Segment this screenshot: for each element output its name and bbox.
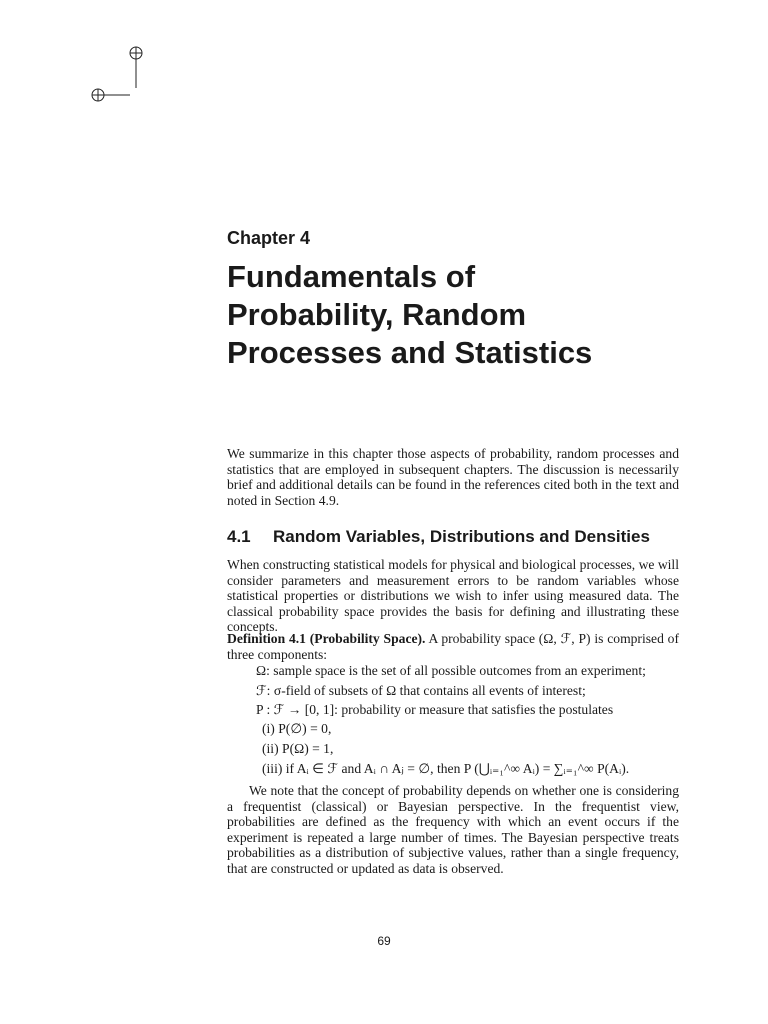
section-heading bbox=[227, 527, 650, 547]
section-number: 4.1 bbox=[227, 527, 251, 546]
crop-marks bbox=[85, 40, 235, 150]
discussion-paragraph: We note that the concept of probability depends on whether one is considering a frequentist (classical) or Bayesian perspective. In the frequentist view, probabilities are defined as the frequency with which an event occurs if the experiment is repeated a large number of times. The Bayesian perspective treats probabilities as a distribution of subjective values, rather than a single frequency, that are constructed or updated as data is observed. bbox=[227, 783, 679, 876]
chapter-title-line: Processes and Statistics bbox=[227, 335, 593, 370]
section-paragraph: When constructing statistical models for physical and biological processes, we will consider parameters and measurement errors to be random variables whose statistical properties or distributions we wish to infer using measured data. The classical probability space provides the basis for defining and illustrating these concepts. bbox=[227, 557, 679, 635]
definition-block bbox=[227, 631, 679, 662]
section-title: Random Variables, Distributions and Densities bbox=[273, 527, 650, 546]
definition-lead: A probability space (Ω, ℱ, P) is comprised of three components: bbox=[227, 631, 679, 662]
chapter-title-line: Probability, Random bbox=[227, 297, 527, 332]
chapter-title bbox=[227, 258, 647, 372]
postulate-ii: (ii) P(Ω) = 1, bbox=[262, 741, 334, 756]
definition-component-measure: P : ℱ → [0, 1]: probability or measure that satisfies the postulates bbox=[256, 702, 614, 717]
definition-component-omega: Ω: sample space is the set of all possible outcomes from an experiment; bbox=[256, 663, 646, 678]
chapter-label: Chapter 4 bbox=[227, 228, 311, 248]
page-number: 69 bbox=[377, 934, 391, 948]
definition-heading: Definition 4.1 (Probability Space). bbox=[227, 631, 426, 646]
postulate-iii: (iii) if Aᵢ ∈ ℱ and Aᵢ ∩ Aⱼ = ∅, then P (⋃ᵢ₌₁^∞ Aᵢ) = ∑ᵢ₌₁^∞ P(Aᵢ). bbox=[262, 761, 630, 776]
chapter-title-line: Fundamentals of bbox=[227, 259, 476, 294]
postulate-i: (i) P(∅) = 0, bbox=[262, 721, 332, 736]
chapter-intro-paragraph: We summarize in this chapter those aspects of probability, random processes and statistics that are employed in subsequent chapters. The discussion is necessarily brief and additional details can be found in the references cited both in the text and noted in Section 4.9. bbox=[227, 446, 679, 508]
definition-component-field: ℱ: σ-field of subsets of Ω that contains all events of interest; bbox=[256, 683, 586, 698]
